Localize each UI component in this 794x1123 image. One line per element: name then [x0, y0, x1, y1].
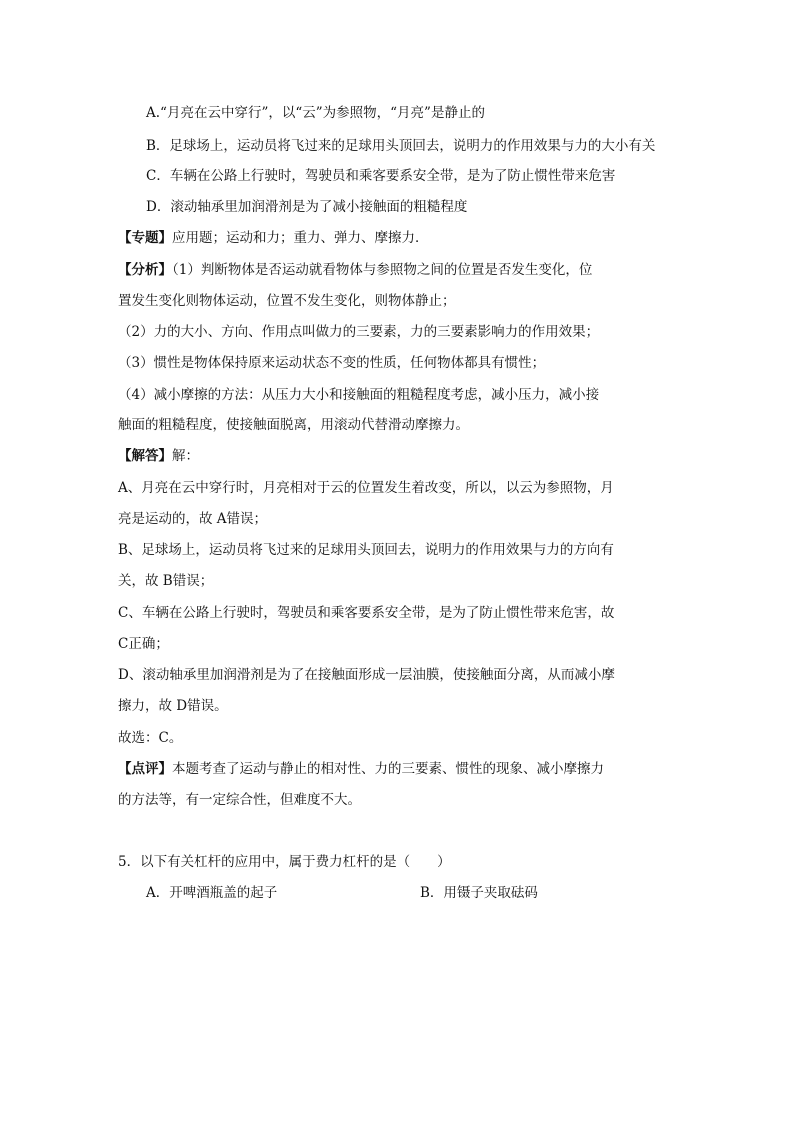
question5-stem: 5．以下有关杠杆的应用中，属于费力杠杆的是（ ）	[118, 854, 451, 870]
comment-line-2: 的方法等，有一定综合性，但难度不大。	[118, 792, 361, 808]
question5-option-a: A．开啤酒瓶盖的起子	[146, 885, 278, 901]
comment-text-1: 本题考查了运动与静止的相对性、力的三要素、惯性的现象、减小摩擦力	[172, 761, 604, 777]
comment-label: 【点评】	[118, 761, 172, 777]
analysis-line-6: 触面的粗糙程度，使接触面脱离，用滚动代替滑动摩擦力。	[118, 417, 469, 433]
solution-label: 【解答】	[118, 448, 172, 464]
prev-option-d: D．滚动轴承里加润滑剂是为了减小接触面的粗糙程度	[146, 199, 468, 215]
solution-line-6: C正确；	[118, 636, 169, 652]
solution-line-9: 故选：C。	[118, 730, 183, 746]
solution-line-4: 关，故 B错误；	[118, 573, 214, 589]
solution-line-1: A、月亮在云中穿行时，月亮相对于云的位置发生着改变，所以，以云为参照物，月	[118, 480, 614, 496]
analysis-line-1	[118, 260, 592, 280]
prev-option-c: C．车辆在公路上行驶时，驾驶员和乘客要系安全带，是为了防止惯性带来危害	[146, 168, 616, 184]
prev-option-b: B．足球场上，运动员将飞过来的足球用头顶回去，说明力的作用效果与力的大小有关	[146, 138, 656, 154]
analysis-line-3: （2）力的大小、方向、作用点叫做力的三要素，力的三要素影响力的作用效果；	[118, 324, 600, 340]
question5-option-b: B．用镊子夹取砝码	[420, 885, 538, 901]
topic-line	[118, 228, 429, 248]
solution-line-2: 亮是运动的，故 A错误；	[118, 511, 268, 527]
topic-text: 应用题；运动和力；重力、弹力、摩擦力．	[172, 230, 429, 246]
comment-line-1	[118, 759, 604, 779]
analysis-text-1: （1）判断物体是否运动就看物体与参照物之间的位置是否发生变化，位	[172, 262, 593, 278]
analysis-line-4: （3）惯性是物体保持原来运动状态不变的性质，任何物体都具有惯性；	[118, 355, 546, 371]
solution-line-8: 擦力，故 D错误。	[118, 698, 228, 714]
solution-header	[118, 446, 199, 466]
analysis-label: 【分析】	[118, 262, 172, 278]
analysis-line-2: 置发生变化则物体运动，位置不发生变化，则物体静止；	[118, 293, 456, 309]
prev-option-a: A.“月亮在云中穿行”，以“云”为参照物，“月亮”是静止的	[146, 105, 485, 121]
topic-label: 【专题】	[118, 230, 172, 246]
solution-line-3: B、足球场上，运动员将飞过来的足球用头顶回去，说明力的作用效果与力的方向有	[118, 542, 614, 558]
solution-line-5: C、车辆在公路上行驶时，驾驶员和乘客要系安全带，是为了防止惯性带来危害，故	[118, 605, 615, 621]
solution-intro: 解：	[172, 448, 199, 464]
solution-line-7: D、滚动轴承里加润滑剂是为了在接触面形成一层油膜，使接触面分离，从而减小摩	[118, 667, 615, 683]
analysis-line-5: （4）减小摩擦的方法：从压力大小和接触面的粗糙程度考虑，减小压力，减小接	[118, 387, 600, 403]
